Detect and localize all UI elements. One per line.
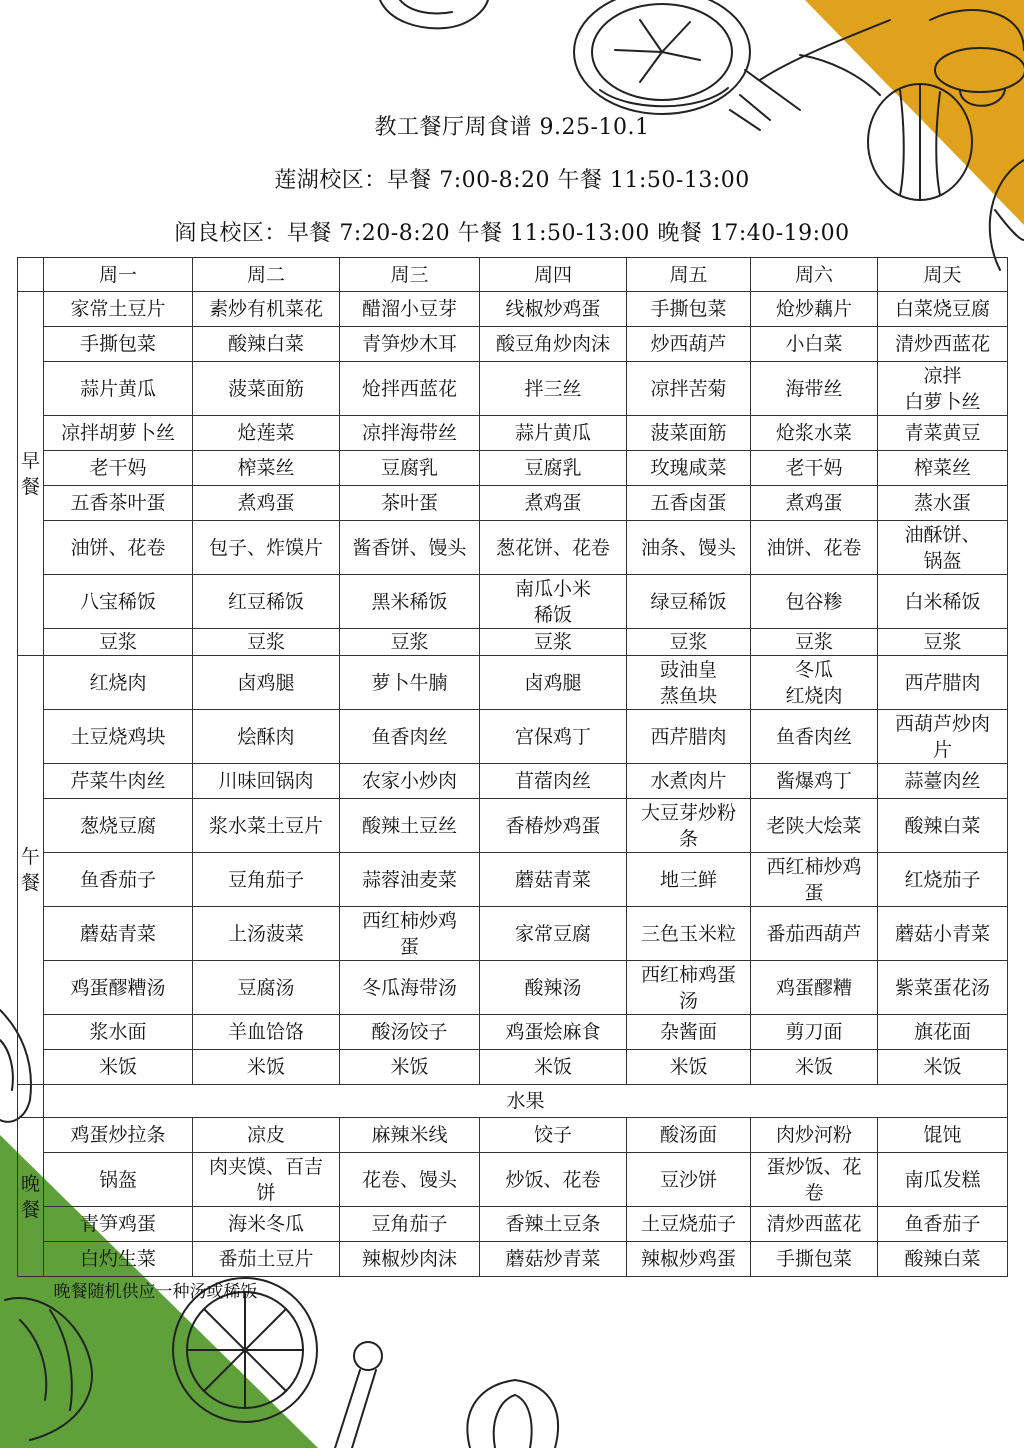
- dish-cell: 拌三丝: [480, 362, 627, 416]
- dish-cell: 米饭: [480, 1050, 627, 1085]
- dish-cell: 凉拌海带丝: [340, 416, 480, 451]
- dish-cell: 西红柿炒鸡 蛋: [340, 907, 480, 961]
- dish-cell: 南瓜发糕: [878, 1153, 1008, 1207]
- dish-cell: 香辣土豆条: [480, 1207, 627, 1242]
- dish-cell: 豉油皇 蒸鱼块: [627, 656, 751, 710]
- dish-cell: 五香茶叶蛋: [44, 486, 193, 521]
- dish-cell: 杂酱面: [627, 1015, 751, 1050]
- dish-cell: 青笋炒木耳: [340, 327, 480, 362]
- lunch-label: 午餐: [18, 656, 44, 1085]
- dish-cell: 海米冬瓜: [193, 1207, 340, 1242]
- breakfast-label: 早餐: [18, 292, 44, 656]
- dish-cell: 绿豆稀饭: [627, 575, 751, 629]
- dish-cell: 炝炒藕片: [751, 292, 878, 327]
- dish-cell: 鸡蛋炒拉条: [44, 1118, 193, 1153]
- dish-cell: 榨菜丝: [878, 451, 1008, 486]
- lianhu-campus-hours: 莲湖校区：早餐 7:00-8:20 午餐 11:50-13:00: [274, 168, 750, 193]
- dish-cell: 蒜片黄瓜: [44, 362, 193, 416]
- day-header: 周天: [878, 258, 1008, 292]
- dish-cell: 包谷糁: [751, 575, 878, 629]
- dish-cell: 豆腐汤: [193, 961, 340, 1015]
- dish-cell: 清炒西蓝花: [878, 327, 1008, 362]
- dish-cell: 肉炒河粉: [751, 1118, 878, 1153]
- dish-cell: 酸辣白菜: [878, 799, 1008, 853]
- dish-cell: 酸汤面: [627, 1118, 751, 1153]
- dish-cell: 煮鸡蛋: [193, 486, 340, 521]
- dish-cell: 番茄西葫芦: [751, 907, 878, 961]
- dish-cell: 芹菜牛肉丝: [44, 764, 193, 799]
- dish-cell: 米饭: [193, 1050, 340, 1085]
- dish-cell: 老干妈: [751, 451, 878, 486]
- day-header-row: [18, 258, 1008, 292]
- menu-table-body: [18, 258, 1008, 1307]
- lunch-row: [18, 907, 1008, 961]
- dish-cell: 酱香饼、馒头: [340, 521, 480, 575]
- dish-cell: 紫菜蛋花汤: [878, 961, 1008, 1015]
- breakfast-row: [18, 416, 1008, 451]
- dish-cell: 蛋炒饭、花 卷: [751, 1153, 878, 1207]
- dish-cell: 西芹腊肉: [878, 656, 1008, 710]
- dish-cell: 小白菜: [751, 327, 878, 362]
- dish-cell: 蒜片黄瓜: [480, 416, 627, 451]
- dish-cell: 冬瓜 红烧肉: [751, 656, 878, 710]
- dish-cell: 蒜蓉油麦菜: [340, 853, 480, 907]
- dish-cell: 酸辣土豆丝: [340, 799, 480, 853]
- footer-note-row: [18, 1277, 1008, 1307]
- page-title: 教工餐厅周食谱 9.25-10.1: [374, 115, 650, 140]
- dish-cell: 玫瑰咸菜: [627, 451, 751, 486]
- dish-cell: 豆浆: [751, 629, 878, 656]
- dish-cell: 大豆芽炒粉 条: [627, 799, 751, 853]
- tomato-sketch: [574, 0, 750, 114]
- dish-cell: 豆腐乳: [340, 451, 480, 486]
- lunch-row: [18, 1050, 1008, 1085]
- breakfast-row: [18, 629, 1008, 656]
- breakfast-row: [18, 575, 1008, 629]
- dish-cell: 豆浆: [44, 629, 193, 656]
- dish-cell: 家常土豆片: [44, 292, 193, 327]
- dish-cell: 凉皮: [193, 1118, 340, 1153]
- breakfast-row: [18, 521, 1008, 575]
- dish-cell: 鸡蛋醪糟: [751, 961, 878, 1015]
- dish-cell: 豆浆: [340, 629, 480, 656]
- dish-cell: 蘑菇炒青菜: [480, 1242, 627, 1277]
- day-header: 周四: [480, 258, 627, 292]
- dish-cell: 素炒有机菜花: [193, 292, 340, 327]
- corner-cell: [18, 258, 44, 292]
- dish-cell: 包子、炸馍片: [193, 521, 340, 575]
- dish-cell: 三色玉米粒: [627, 907, 751, 961]
- dish-cell: 蘑菇小青菜: [878, 907, 1008, 961]
- onion-sketch: [467, 1380, 558, 1448]
- dish-cell: 豆腐乳: [480, 451, 627, 486]
- scallion-sketch: [335, 1342, 382, 1448]
- dish-cell: 豆浆: [627, 629, 751, 656]
- dish-cell: 豆浆: [193, 629, 340, 656]
- dish-cell: 农家小炒肉: [340, 764, 480, 799]
- dish-cell: 酸辣汤: [480, 961, 627, 1015]
- dish-cell: 葱烧豆腐: [44, 799, 193, 853]
- dish-cell: 豆浆: [480, 629, 627, 656]
- dish-cell: 白灼生菜: [44, 1242, 193, 1277]
- dish-cell: 上汤菠菜: [193, 907, 340, 961]
- dish-cell: 油饼、花卷: [44, 521, 193, 575]
- dish-cell: 鱼香茄子: [878, 1207, 1008, 1242]
- dish-cell: 豆沙饼: [627, 1153, 751, 1207]
- dish-cell: 油酥饼、 锅盔: [878, 521, 1008, 575]
- dish-cell: 蘑菇青菜: [480, 853, 627, 907]
- dish-cell: 西葫芦炒肉 片: [878, 710, 1008, 764]
- dish-cell: 茶叶蛋: [340, 486, 480, 521]
- dish-cell: 鱼香肉丝: [340, 710, 480, 764]
- dish-cell: 凉拌 白萝卜丝: [878, 362, 1008, 416]
- lunch-row: [18, 1015, 1008, 1050]
- fruit-label: 水果: [44, 1085, 1008, 1118]
- dinner-row: [18, 1153, 1008, 1207]
- dish-cell: 川味回锅肉: [193, 764, 340, 799]
- lunch-row: [18, 853, 1008, 907]
- dish-cell: 馄饨: [878, 1118, 1008, 1153]
- lunch-row: [18, 656, 1008, 710]
- dish-cell: 麻辣米线: [340, 1118, 480, 1153]
- dish-cell: 老干妈: [44, 451, 193, 486]
- dish-cell: 酸汤饺子: [340, 1015, 480, 1050]
- dish-cell: 米饭: [878, 1050, 1008, 1085]
- dish-cell: 鱼香肉丝: [751, 710, 878, 764]
- dish-cell: 花卷、馒头: [340, 1153, 480, 1207]
- dish-cell: 红烧茄子: [878, 853, 1008, 907]
- dinner-row: [18, 1207, 1008, 1242]
- dish-cell: 酸辣白菜: [193, 327, 340, 362]
- dish-cell: 蘑菇青菜: [44, 907, 193, 961]
- dish-cell: 炒西葫芦: [627, 327, 751, 362]
- dish-cell: 炝莲菜: [193, 416, 340, 451]
- dish-cell: 香椿炒鸡蛋: [480, 799, 627, 853]
- dish-cell: 线椒炒鸡蛋: [480, 292, 627, 327]
- dish-cell: 浆水菜土豆片: [193, 799, 340, 853]
- dish-cell: 榨菜丝: [193, 451, 340, 486]
- lunch-row: [18, 961, 1008, 1015]
- dish-cell: 饺子: [480, 1118, 627, 1153]
- weekly-menu-table: [17, 257, 1008, 1307]
- dish-cell: 菠菜面筋: [193, 362, 340, 416]
- breakfast-row: [18, 451, 1008, 486]
- dish-cell: 豆浆: [878, 629, 1008, 656]
- dinner-row: [18, 1242, 1008, 1277]
- dish-cell: 菠菜面筋: [627, 416, 751, 451]
- dish-cell: 土豆烧鸡块: [44, 710, 193, 764]
- dish-cell: 炒饭、花卷: [480, 1153, 627, 1207]
- fruit-row-spacer: [18, 1085, 44, 1118]
- dish-cell: 卤鸡腿: [480, 656, 627, 710]
- dish-cell: 凉拌胡萝卜丝: [44, 416, 193, 451]
- dish-cell: 手撕包菜: [751, 1242, 878, 1277]
- dish-cell: 煮鸡蛋: [480, 486, 627, 521]
- dish-cell: 炝拌西蓝花: [340, 362, 480, 416]
- dish-cell: 五香卤蛋: [627, 486, 751, 521]
- dish-cell: 红豆稀饭: [193, 575, 340, 629]
- dish-cell: 冬瓜海带汤: [340, 961, 480, 1015]
- breakfast-row: [18, 292, 1008, 327]
- dish-cell: 清炒西蓝花: [751, 1207, 878, 1242]
- dish-cell: 豆角茄子: [340, 1207, 480, 1242]
- dish-cell: 烩酥肉: [193, 710, 340, 764]
- dish-cell: 海带丝: [751, 362, 878, 416]
- dish-cell: 锅盔: [44, 1153, 193, 1207]
- dish-cell: 红烧肉: [44, 656, 193, 710]
- yanliang-campus-hours: 阎良校区：早餐 7:20-8:20 午餐 11:50-13:00 晚餐 17:40-19:00: [174, 221, 850, 246]
- breakfast-row: [18, 486, 1008, 521]
- day-header: 周三: [340, 258, 480, 292]
- lunch-row: [18, 799, 1008, 853]
- dish-cell: 肉夹馍、百吉 饼: [193, 1153, 340, 1207]
- dish-cell: 西芹腊肉: [627, 710, 751, 764]
- lunch-row: [18, 710, 1008, 764]
- dish-cell: 番茄土豆片: [193, 1242, 340, 1277]
- dish-cell: 炝浆水菜: [751, 416, 878, 451]
- dish-cell: 酸豆角炒肉沫: [480, 327, 627, 362]
- lunch-row: [18, 764, 1008, 799]
- dish-cell: 蒸水蛋: [878, 486, 1008, 521]
- dish-cell: 煮鸡蛋: [751, 486, 878, 521]
- dish-cell: 旗花面: [878, 1015, 1008, 1050]
- dish-cell: 米饭: [340, 1050, 480, 1085]
- dish-cell: 白米稀饭: [878, 575, 1008, 629]
- breakfast-row: [18, 327, 1008, 362]
- fruit-row: [18, 1085, 1008, 1118]
- dish-cell: 羊血饸饹: [193, 1015, 340, 1050]
- dish-cell: 鸡蛋烩麻食: [480, 1015, 627, 1050]
- dish-cell: 醋溜小豆芽: [340, 292, 480, 327]
- dish-cell: 水煮肉片: [627, 764, 751, 799]
- dish-cell: 手撕包菜: [627, 292, 751, 327]
- dish-cell: 西红柿炒鸡 蛋: [751, 853, 878, 907]
- dish-cell: 卤鸡腿: [193, 656, 340, 710]
- dinner-row: [18, 1118, 1008, 1153]
- dish-cell: 凉拌苦菊: [627, 362, 751, 416]
- dish-cell: 苜蓿肉丝: [480, 764, 627, 799]
- dish-cell: 剪刀面: [751, 1015, 878, 1050]
- dish-cell: 南瓜小米 稀饭: [480, 575, 627, 629]
- dish-cell: 酱爆鸡丁: [751, 764, 878, 799]
- breakfast-row: [18, 362, 1008, 416]
- dish-cell: 油条、馒头: [627, 521, 751, 575]
- dish-cell: 米饭: [627, 1050, 751, 1085]
- dish-cell: 辣椒炒肉沫: [340, 1242, 480, 1277]
- dish-cell: 鸡蛋醪糟汤: [44, 961, 193, 1015]
- dish-cell: 酸辣白菜: [878, 1242, 1008, 1277]
- dish-cell: 油饼、花卷: [751, 521, 878, 575]
- dish-cell: 宫保鸡丁: [480, 710, 627, 764]
- dish-cell: 浆水面: [44, 1015, 193, 1050]
- dish-cell: 西红柿鸡蛋 汤: [627, 961, 751, 1015]
- dish-cell: 家常豆腐: [480, 907, 627, 961]
- day-header: 周二: [193, 258, 340, 292]
- dish-cell: 黑米稀饭: [340, 575, 480, 629]
- dish-cell: 鱼香茄子: [44, 853, 193, 907]
- dish-cell: 豆角茄子: [193, 853, 340, 907]
- dish-cell: 白菜烧豆腐: [878, 292, 1008, 327]
- dish-cell: 地三鲜: [627, 853, 751, 907]
- dish-cell: 辣椒炒鸡蛋: [627, 1242, 751, 1277]
- dish-cell: 米饭: [44, 1050, 193, 1085]
- dish-cell: 萝卜牛腩: [340, 656, 480, 710]
- dish-cell: 老陕大烩菜: [751, 799, 878, 853]
- day-header: 周一: [44, 258, 193, 292]
- dish-cell: 土豆烧茄子: [627, 1207, 751, 1242]
- dish-cell: 手撕包菜: [44, 327, 193, 362]
- dish-cell: 蒜薹肉丝: [878, 764, 1008, 799]
- day-header: 周五: [627, 258, 751, 292]
- dish-cell: 八宝稀饭: [44, 575, 193, 629]
- dish-cell: 青菜黄豆: [878, 416, 1008, 451]
- day-header: 周六: [751, 258, 878, 292]
- dish-cell: 米饭: [751, 1050, 878, 1085]
- dish-cell: 青笋鸡蛋: [44, 1207, 193, 1242]
- dinner-label: 晚餐: [18, 1118, 44, 1277]
- dish-cell: 葱花饼、花卷: [480, 521, 627, 575]
- footer-note: 晚餐随机供应一种汤或稀饭: [53, 1281, 258, 1302]
